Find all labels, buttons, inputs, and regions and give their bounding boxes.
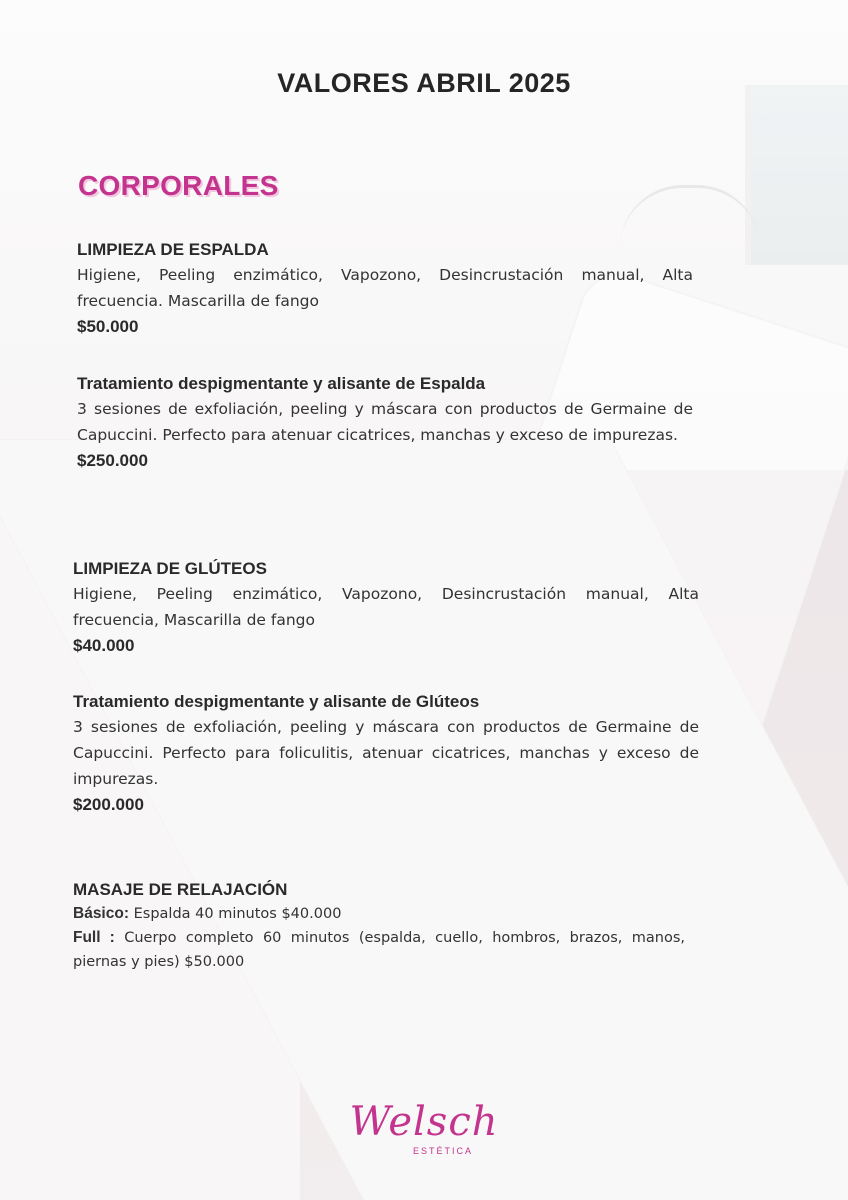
service-description: Higiene, Peeling enzimático, Vapozono, Desincrustación manual, Alta frecuencia. Mascarilla de fango <box>77 266 693 310</box>
service-price: $40.000 <box>73 636 135 655</box>
service-item <box>73 690 699 818</box>
service-price: $50.000 <box>77 317 139 336</box>
brand-logo-subtitle: ESTÉTICA <box>412 1146 473 1156</box>
massage-full-text: Cuerpo completo 60 minutos (espalda, cuello, hombros, brazos, manos, piernas y pies) $50.000 <box>73 930 685 970</box>
page-title: VALORES ABRIL 2025 <box>277 68 571 98</box>
massage-item <box>73 878 685 974</box>
service-name: LIMPIEZA DE GLÚTEOS <box>73 559 267 578</box>
service-price: $250.000 <box>77 451 148 470</box>
service-name: LIMPIEZA DE ESPALDA <box>77 240 269 259</box>
brand-logo <box>0 1100 848 1156</box>
service-item <box>77 238 693 340</box>
massage-basic-text: Espalda 40 minutos $40.000 <box>129 906 342 922</box>
service-name: Tratamiento despigmentante y alisante de Espalda <box>77 374 486 393</box>
massage-basic-line <box>73 902 685 926</box>
service-name: Tratamiento despigmentante y alisante de Glúteos <box>73 692 480 711</box>
service-item <box>73 557 699 659</box>
massage-name: MASAJE DE RELAJACIÓN <box>73 880 288 899</box>
service-description: Higiene, Peeling enzimático, Vapozono, Desincrustación manual, Alta frecuencia, Mascarilla de fango <box>73 585 699 629</box>
service-item <box>77 372 693 474</box>
massage-full-label: Full : <box>73 929 115 946</box>
service-description: 3 sesiones de exfoliación, peeling y máscara con productos de Germaine de Capuccini. Perfecto para foliculitis, atenuar cicatrices, manchas y exceso de impurezas. <box>73 718 699 788</box>
massage-full-line <box>73 926 685 974</box>
section-title: CORPORALES <box>78 170 279 201</box>
brand-logo-script: Welsch <box>349 1099 499 1145</box>
massage-basic-label: Básico: <box>73 905 129 922</box>
service-description: 3 sesiones de exfoliación, peeling y máscara con productos de Germaine de Capuccini. Perfecto para atenuar cicatrices, manchas y exceso de impurezas. <box>77 400 693 444</box>
service-price: $200.000 <box>73 795 144 814</box>
